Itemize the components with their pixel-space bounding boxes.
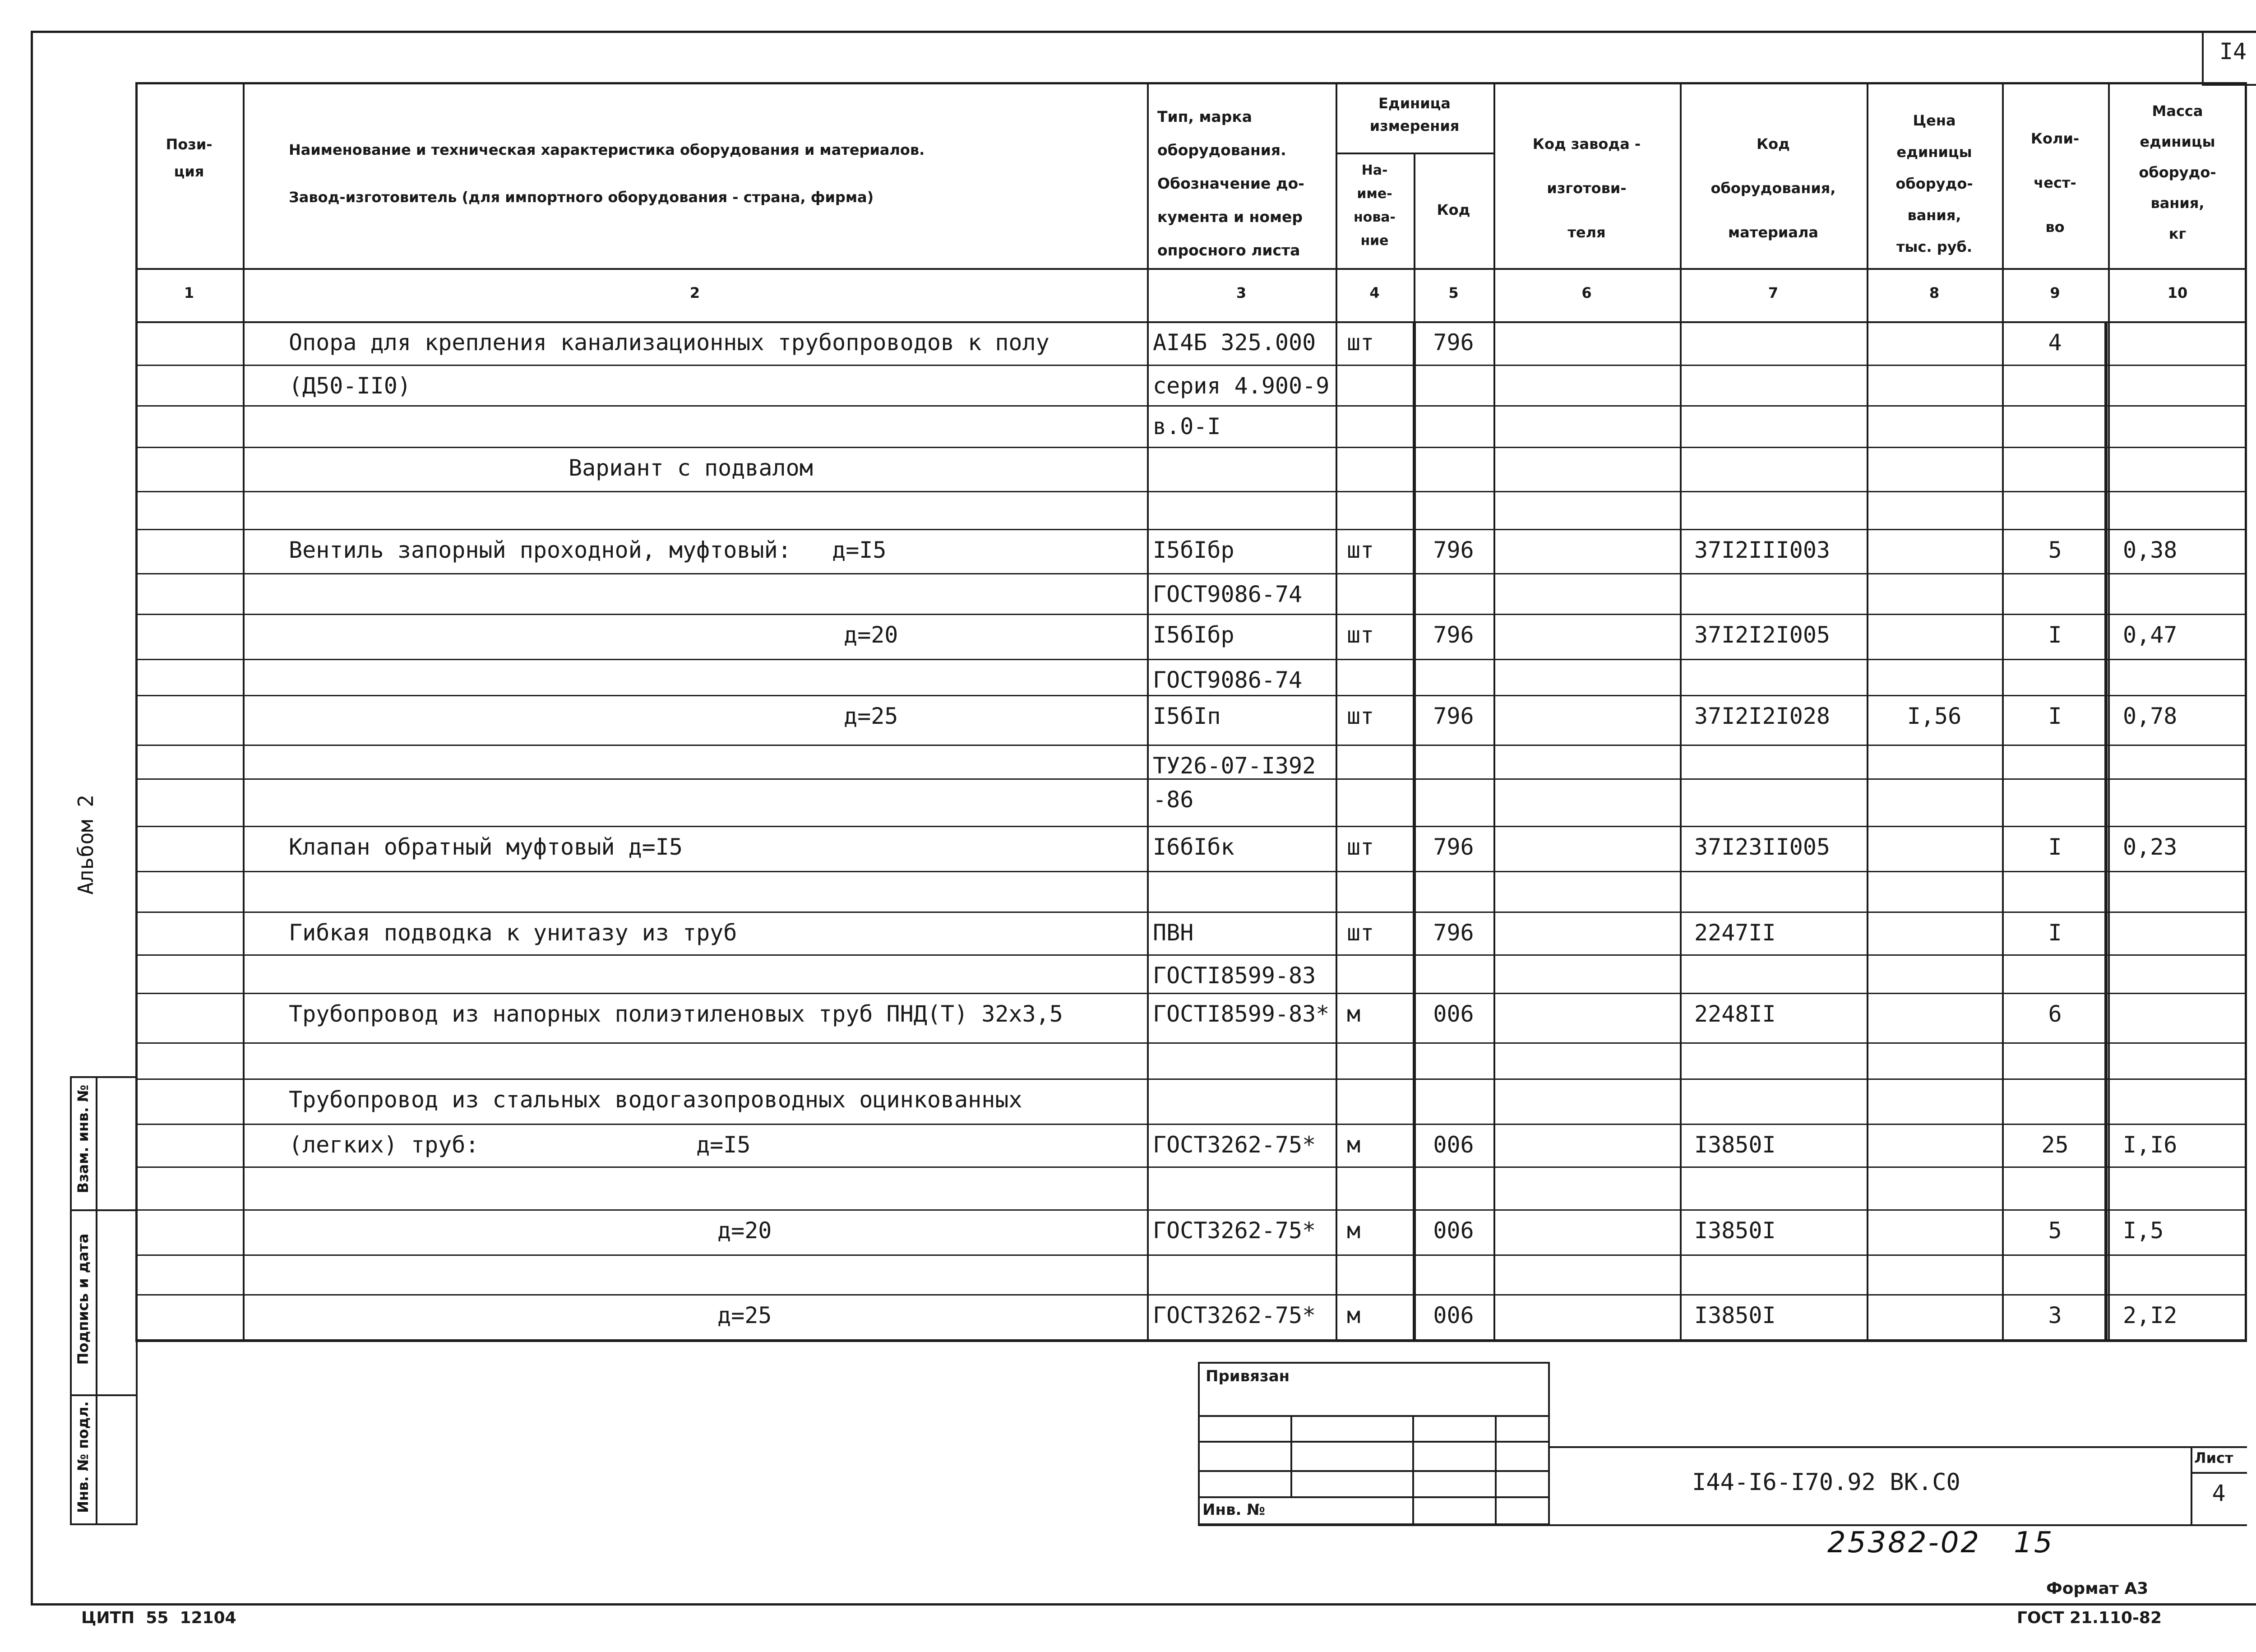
row-12-mass: 0,23 [2123,834,2177,860]
row-9-unit: шт [1347,703,1374,729]
header-col9: Коли- чест- во [2030,130,2080,236]
row-19-name: (легких) труб: д=I5 [289,1132,751,1158]
row-7-type: I5бIбр [1153,622,1234,648]
header-col4: На- име- нова- ние [1353,162,1396,249]
row-7-name: д=20 [844,622,898,648]
row-7-code: 37I2I2I005 [1694,622,1831,648]
row-12-type: I6бIбк [1153,834,1234,860]
header-col3: Тип, марка оборудования. Обозначение до- кумента и номер опросного листа [1157,108,1304,259]
row-21-unit: м [1347,1217,1361,1244]
row-19-qty: 25 [2041,1132,2069,1158]
row-16-code: 2248II [1694,1001,1776,1027]
row-7-unit: шт [1347,622,1374,648]
row-19-ucode: 006 [1433,1132,1474,1158]
row-1-name: (Д50-II0) [289,373,411,399]
header-col7: Код оборудования, материала [1710,135,1836,241]
row-19-type: ГОСТ3262-75* [1153,1132,1316,1158]
row-12-qty: I [2048,834,2062,860]
row-23-code: I3850I [1694,1302,1776,1328]
row-7-mass: 0,47 [2123,622,2177,648]
header-unit-group: Единица измерения [1369,95,1460,134]
row-3-name: Вариант с подвалом [569,455,813,481]
colnum-3: 3 [1236,284,1247,301]
format-label: Формат А3 [2046,1579,2149,1598]
album-label: Альбом 2 [74,795,98,895]
side-podpis: Подпись и дата [74,1233,92,1365]
header-col5: Код [1437,201,1470,218]
colnum-5: 5 [1448,284,1459,301]
row-9-code: 37I2I2I028 [1694,703,1831,729]
row-5-unit: шт [1347,537,1374,563]
row-14-ucode: 796 [1433,920,1474,946]
row-19-code: I3850I [1694,1132,1776,1158]
row-5-code: 37I2III003 [1694,537,1831,563]
row-9-price: I,56 [1907,703,1962,729]
colnum-7: 7 [1768,284,1779,301]
header-col10: Масса единицы оборудо- вания, кг [2139,102,2216,242]
handwritten-number: 25382-02 15 [1827,1526,2054,1559]
stamp-list-no: 4 [2212,1480,2226,1506]
header-col2: Наименование и техническая характеристика оборудования и материалов. Завод-изготовитель (для импортного оборудования - страна, фирма) [289,141,925,206]
row-16-name: Трубопровод из напорных полиэтиленовых труб ПНД(Т) 32х3,5 [289,1001,1063,1027]
row-19-unit: м [1347,1132,1361,1158]
row-21-mass: I,5 [2123,1217,2164,1244]
row-7-ucode: 796 [1433,622,1474,648]
row-5-qty: 5 [2048,537,2062,563]
row-21-type: ГОСТ3262-75* [1153,1217,1316,1244]
header-col1: Пози- ция [166,136,213,180]
row-11-type: -86 [1153,787,1194,813]
stamp-inv-no: Инв. № [1202,1501,1266,1519]
row-23-ucode: 006 [1433,1302,1474,1328]
citp-label: ЦИТП 55 12104 [81,1609,236,1627]
row-9-mass: 0,78 [2123,703,2177,729]
row-8-type: ГОСТ9086-74 [1153,667,1303,693]
row-0-qty: 4 [2048,329,2062,356]
side-vzam: Взам. инв. № [74,1084,92,1194]
row-16-unit: м [1347,1001,1361,1027]
row-0-ucode: 796 [1433,329,1474,356]
row-9-name: д=25 [844,703,898,729]
row-14-qty: I [2048,920,2062,946]
stamp-privyazan: Привязан [1206,1367,1290,1385]
colnum-6: 6 [1581,284,1592,301]
row-9-ucode: 796 [1433,703,1474,729]
colnum-1: 1 [184,284,194,301]
row-14-name: Гибкая подводка к унитазу из труб [289,920,737,946]
colnum-2: 2 [689,284,700,301]
row-15-type: ГОСТI8599-83 [1153,963,1316,989]
row-16-type: ГОСТI8599-83* [1153,1001,1330,1027]
colnum-10: 10 [2167,284,2188,301]
row-0-name: Опора для крепления канализационных трубопроводов к полу [289,329,1049,356]
row-12-ucode: 796 [1433,834,1474,860]
row-5-mass: 0,38 [2123,537,2177,563]
row-5-name: Вентиль запорный проходной, муфтовый: д=I5 [289,537,887,563]
row-12-code: 37I23II005 [1694,834,1831,860]
row-7-qty: I [2048,622,2062,648]
row-16-qty: 6 [2048,1001,2062,1027]
colnum-8: 8 [1929,284,1940,301]
row-9-type: I5бIп [1153,703,1221,729]
row-6-type: ГОСТ9086-74 [1153,581,1303,607]
sheet-number-top: I4 [2219,38,2247,65]
row-21-ucode: 006 [1433,1217,1474,1244]
row-5-ucode: 796 [1433,537,1474,563]
colnum-9: 9 [2050,284,2060,301]
row-14-unit: шт [1347,920,1374,946]
row-14-code: 2247II [1694,920,1776,946]
row-1-type: серия 4.900-9 [1153,373,1330,399]
document-code: I44-I6-I70.92 ВК.С0 [1692,1469,1960,1496]
row-2-type: в.0-I [1153,413,1221,440]
row-21-qty: 5 [2048,1217,2062,1244]
row-23-unit: м [1347,1302,1361,1328]
row-23-qty: 3 [2048,1302,2062,1328]
row-21-code: I3850I [1694,1217,1776,1244]
header-col8: Цена единицы оборудо- вания, тыс. руб. [1895,112,1973,255]
row-23-type: ГОСТ3262-75* [1153,1302,1316,1328]
row-23-mass: 2,I2 [2123,1302,2177,1328]
row-0-type: АI4Б 325.000 [1153,329,1316,356]
header-col6: Код завода - изготови- теля [1532,135,1641,241]
row-5-type: I5бIбр [1153,537,1234,563]
row-23-name: д=25 [717,1302,772,1328]
colnum-4: 4 [1369,284,1380,301]
row-19-mass: I,I6 [2123,1132,2177,1158]
row-10-type: ТУ26-07-I392 [1153,753,1316,779]
row-12-unit: шт [1347,834,1374,860]
side-inv-podl: Инв. № подл. [74,1401,92,1513]
gost-label: ГОСТ 21.110-82 [2017,1609,2162,1627]
row-14-type: ПВН [1153,920,1194,946]
row-18-name: Трубопровод из стальных водогазопроводных оцинкованных [289,1087,1022,1113]
row-0-unit: шт [1347,329,1374,356]
row-12-name: Клапан обратный муфтовый д=I5 [289,834,683,860]
row-21-name: д=20 [717,1217,772,1244]
row-16-ucode: 006 [1433,1001,1474,1027]
stamp-list-label: Лист [2194,1449,2233,1467]
row-9-qty: I [2048,703,2062,729]
